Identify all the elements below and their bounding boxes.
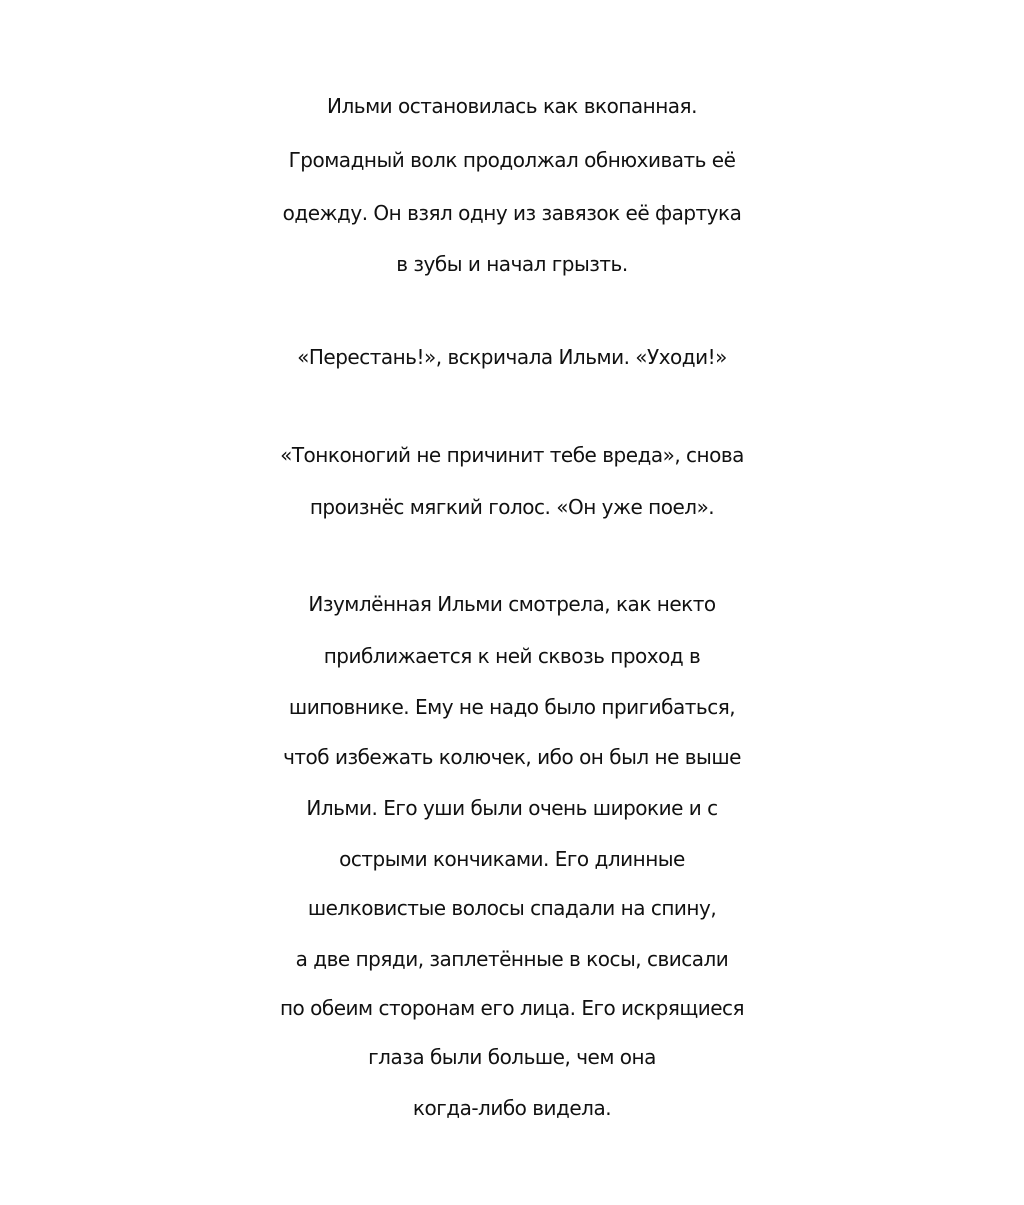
text-line: чтоб избежать колючек, ибо он был не выше (283, 745, 741, 769)
text-line: а две пряди, заплетённые в косы, свисали (295, 947, 729, 971)
text-line: когда-либо видела. (412, 1096, 612, 1120)
text-line: Ильми остановилась как вкопанная. (327, 94, 697, 118)
text-line: глаза были больше, чем она (368, 1045, 656, 1069)
text-line: произнёс мягкий голос. «Он уже поел». (309, 495, 715, 519)
text-line: «Перестань!», вскричала Ильми. «Уходи!» (297, 345, 727, 369)
text-line: острыми кончиками. Его длинные (339, 847, 685, 871)
text-line: Громадный волк продолжал обнюхивать её (288, 148, 736, 172)
text-line: приближается к ней сквозь проход в (323, 644, 701, 668)
text-line: одежду. Он взял одну из завязок её фартука (282, 201, 742, 225)
text-line: «Тонконогий не причинит тебе вреда», снова (280, 443, 744, 467)
text-line: в зубы и начал грызть. (396, 252, 628, 276)
text-line: шиповнике. Ему не надо было пригибаться, (288, 695, 736, 719)
text-line: по обеим сторонам его лица. Его искрящиеся (279, 996, 745, 1020)
text-line: Ильми. Его уши были очень широкие и с (306, 796, 718, 820)
text-line: шелковистые волосы спадали на спину, (307, 896, 717, 920)
text-line: Изумлённая Ильми смотрела, как некто (308, 592, 716, 616)
